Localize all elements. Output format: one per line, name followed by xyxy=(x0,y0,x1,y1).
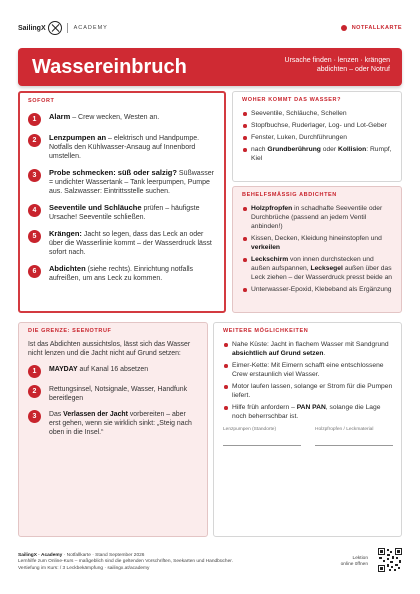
list-item xyxy=(28,365,199,378)
step-number: 1 xyxy=(28,365,41,378)
sailingx-logo-icon xyxy=(48,21,62,35)
list-item xyxy=(28,385,199,403)
plug-material-label: Holzpfropfen / Leckmaterial xyxy=(315,427,374,432)
grenze-intro: Ist das Abdichten aussichtslos, lässt sich das Wasser nicht lenzen und die Jacht nicht auf Grund setzen: xyxy=(28,341,191,357)
step-text: Lenzpumpen an – elektrisch und Handpumpe. Notfalls den Kühlwasser-Ansaug auf Innenbord umstellen. xyxy=(49,133,200,160)
page-subtitle: Ursache finden · lenzen · krängen abdichten – oder Notruf xyxy=(284,57,390,73)
weitere-list xyxy=(223,340,393,421)
behelf-heading: BEHELFSMÄSSIG ABDICHTEN xyxy=(242,192,337,198)
list-item: nach Grundberührung oder Kollision: Rumpf, Kiel xyxy=(242,145,393,163)
pump-location-field[interactable] xyxy=(223,427,301,446)
step-text: Das Verlassen der Jacht vorbereiten – aber erst gehen, wenn sie wirklich sinkt: „Steig nach oben in die Insel.“ xyxy=(49,411,192,436)
card-type-badge xyxy=(341,25,402,31)
footer-line-1: SailingX · Academy · Notfallkarte · Stand September 2026 xyxy=(18,553,145,558)
grenze-heading: DIE GRENZE: SEENOTRUF xyxy=(28,328,112,334)
behelf-list xyxy=(242,204,393,294)
list-item: Nahe Küste: Jacht in flachem Wasser mit Sandgrund absichtlich auf Grund setzen. xyxy=(223,340,393,358)
list-item xyxy=(28,133,214,161)
page-title: Wassereinbruch xyxy=(32,56,187,78)
step-number: 2 xyxy=(28,134,41,147)
plug-material-field[interactable] xyxy=(315,427,393,446)
brand-academy: ACADEMY xyxy=(73,25,108,31)
step-number: 5 xyxy=(28,230,41,243)
step-number: 4 xyxy=(28,204,41,217)
step-text: Seeventile und Schläuche prüfen – häufigste Ursache! Seeventile schließen. xyxy=(49,203,200,221)
step-text: Alarm – Crew wecken, Westen an. xyxy=(49,112,160,121)
list-item: Hilfe früh anfordern – PAN PAN, solange die Lage noch beherrschbar ist. xyxy=(223,403,393,421)
weitere-card xyxy=(213,322,402,537)
step-text: Rettungsinsel, Notsignale, Wasser, Handfunk bereitlegen xyxy=(49,386,188,402)
step-number: 3 xyxy=(28,169,41,182)
sofort-steps xyxy=(28,112,214,283)
woher-list xyxy=(242,109,393,163)
list-item: Kissen, Decken, Kleidung hineinstopfen und verkeilen xyxy=(242,234,393,252)
pump-location-label: Lenzpumpen (Standorte) xyxy=(223,427,277,432)
step-number: 6 xyxy=(28,265,41,278)
sofort-heading: SOFORT xyxy=(28,98,55,104)
list-item: Stopfbuchse, Ruderlager, Log- und Lot-Geber xyxy=(242,121,393,130)
qr-caption xyxy=(341,556,368,568)
step-text: Abdichten (siehe rechts). Einrichtung notfalls aufreißen, um ans Leck zu kommen. xyxy=(49,264,194,282)
list-item: Unterwasser-Epoxid, Klebeband als Ergänzung xyxy=(242,285,393,294)
list-item: Motor laufen lassen, solange er Strom für die Pumpen liefert. xyxy=(223,382,393,400)
list-item xyxy=(28,168,214,196)
weitere-heading: WEITERE MÖGLICHKEITEN xyxy=(223,328,309,334)
notes-fields xyxy=(223,427,393,446)
list-item: Eimer-Kette: Mit Eimern schafft eine entschlossene Crew erstaunlich viel Wasser. xyxy=(223,361,393,379)
brand-name: SailingX xyxy=(18,24,46,32)
qr-caption-line-1: Lektion xyxy=(352,556,368,561)
list-item: Holzpfropfen in schadhafte Seeventile oder Durchbrüche (passend an jedem Ventil anbinden!) xyxy=(242,204,393,231)
step-text: MAYDAY auf Kanal 16 absetzen xyxy=(49,366,149,373)
header-banner xyxy=(18,48,402,86)
footer xyxy=(18,553,278,572)
list-item xyxy=(28,410,199,437)
step-number: 2 xyxy=(28,385,41,398)
step-text: Probe schmecken: süß oder salzig? Süßwasser = undichter Wassertank – Tank leerpumpen, Pumpe aus. Salzwasser: Eintrittsstelle suchen. xyxy=(49,168,214,195)
step-number: 3 xyxy=(28,410,41,423)
sofort-card xyxy=(18,91,226,313)
badge-label: NOTFALLKARTE xyxy=(351,25,402,31)
footer-line-3: Vertiefung im Kurs: / 3 Leckbekämpfung · sailingx.at/academy xyxy=(18,565,150,571)
list-item xyxy=(28,112,214,126)
logo-divider xyxy=(67,23,68,33)
list-item xyxy=(28,203,214,222)
behelf-card xyxy=(232,186,402,313)
badge-dot-icon xyxy=(341,25,347,31)
list-item: Leckschirm von innen durchstecken und außen aufspannen, Lecksegel außen über das Leck ziehen – der Wasserdruck presst beide an xyxy=(242,255,393,282)
woher-card xyxy=(232,91,402,182)
qr-code-icon[interactable] xyxy=(378,548,402,572)
list-item xyxy=(28,264,214,283)
grenze-steps xyxy=(28,365,199,437)
step-number: 1 xyxy=(28,113,41,126)
list-item: Seeventile, Schläuche, Schellen xyxy=(242,109,393,118)
woher-heading: WOHER KOMMT DAS WASSER? xyxy=(242,97,342,103)
list-item: Fenster, Luken, Durchführungen xyxy=(242,133,393,142)
list-item xyxy=(28,229,214,257)
top-bar xyxy=(18,18,402,38)
plug-material-line xyxy=(315,432,393,446)
grenze-card xyxy=(18,322,208,537)
footer-line-2: Lernhilfe zum Online-Kurs – maßgeblich sind die geltenden Vorschriften, Seekarten und Handbücher. xyxy=(18,559,233,565)
qr-caption-line-2: online öffnen xyxy=(340,562,368,567)
pump-location-line xyxy=(223,432,301,446)
step-text: Krängen: Jacht so legen, dass das Leck an oder über die Wasserlinie kommt – der Wasserdruck lässt sofort nach. xyxy=(49,229,212,256)
